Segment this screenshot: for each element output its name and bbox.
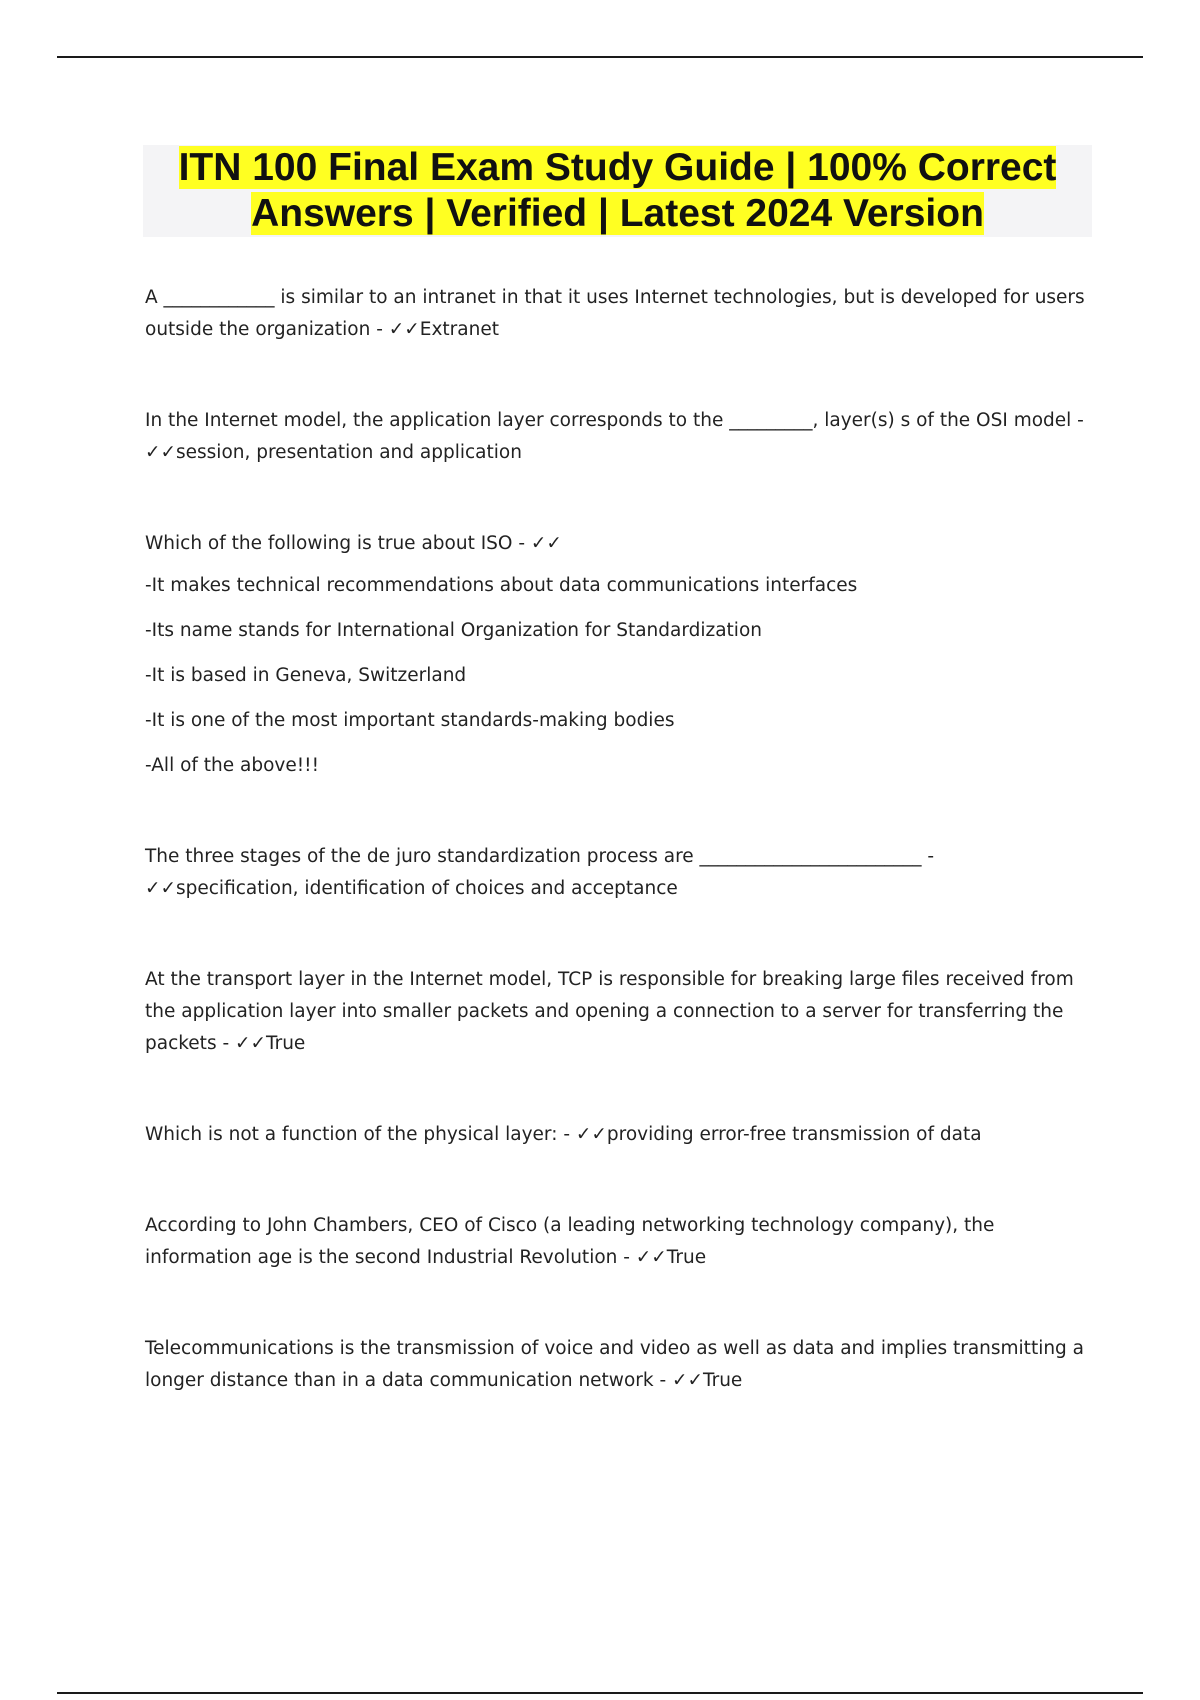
question-5: At the transport layer in the Internet model, TCP is responsible for breaking large files received from the application layer into smaller packets and opening a connection to a server for transferring the packets - ✓✓True bbox=[145, 969, 1074, 1054]
question-3-option-1: -It makes technical recommendations about data communications interfaces bbox=[145, 575, 858, 596]
title-line-1: ITN 100 Final Exam Study Guide | 100% Correct bbox=[178, 146, 1057, 189]
question-3-option-2: -Its name stands for International Organization for Standardization bbox=[145, 620, 762, 641]
title-box bbox=[143, 145, 1092, 237]
question-3-stem: Which of the following is true about ISO - ✓✓ bbox=[145, 533, 562, 554]
question-7: According to John Chambers, CEO of Cisco (a leading networking technology company), the information age is the second Industrial Revolution - ✓✓True bbox=[145, 1215, 995, 1268]
question-3-option-5: -All of the above!!! bbox=[145, 755, 320, 776]
question-list bbox=[145, 282, 1085, 1397]
top-rule bbox=[57, 56, 1143, 58]
question-3-option-3: -It is based in Geneva, Switzerland bbox=[145, 665, 467, 686]
bottom-rule bbox=[57, 1692, 1143, 1694]
question-3 bbox=[145, 528, 1085, 782]
question-3-option-4: -It is one of the most important standards-making bodies bbox=[145, 710, 675, 731]
title-line-2: Answers | Verified | Latest 2024 Version bbox=[251, 192, 984, 235]
document-title bbox=[143, 145, 1092, 237]
question-8: Telecommunications is the transmission of voice and video as well as data and implies transmitting a longer distance than in a data communication network - ✓✓True bbox=[145, 1338, 1085, 1391]
question-2: In the Internet model, the application layer corresponds to the _________, layer(s) s of the OSI model - ✓✓session, presentation and application bbox=[145, 410, 1084, 463]
question-6: Which is not a function of the physical layer: - ✓✓providing error-free transmission of data bbox=[145, 1124, 982, 1145]
question-1: A ____________ is similar to an intranet in that it uses Internet technologies, but is developed for users outside the organization - ✓✓Extranet bbox=[145, 287, 1085, 340]
question-4: The three stages of the de juro standardization process are ________________________ - ✓✓specification, identification of choices and acceptance bbox=[145, 846, 935, 899]
